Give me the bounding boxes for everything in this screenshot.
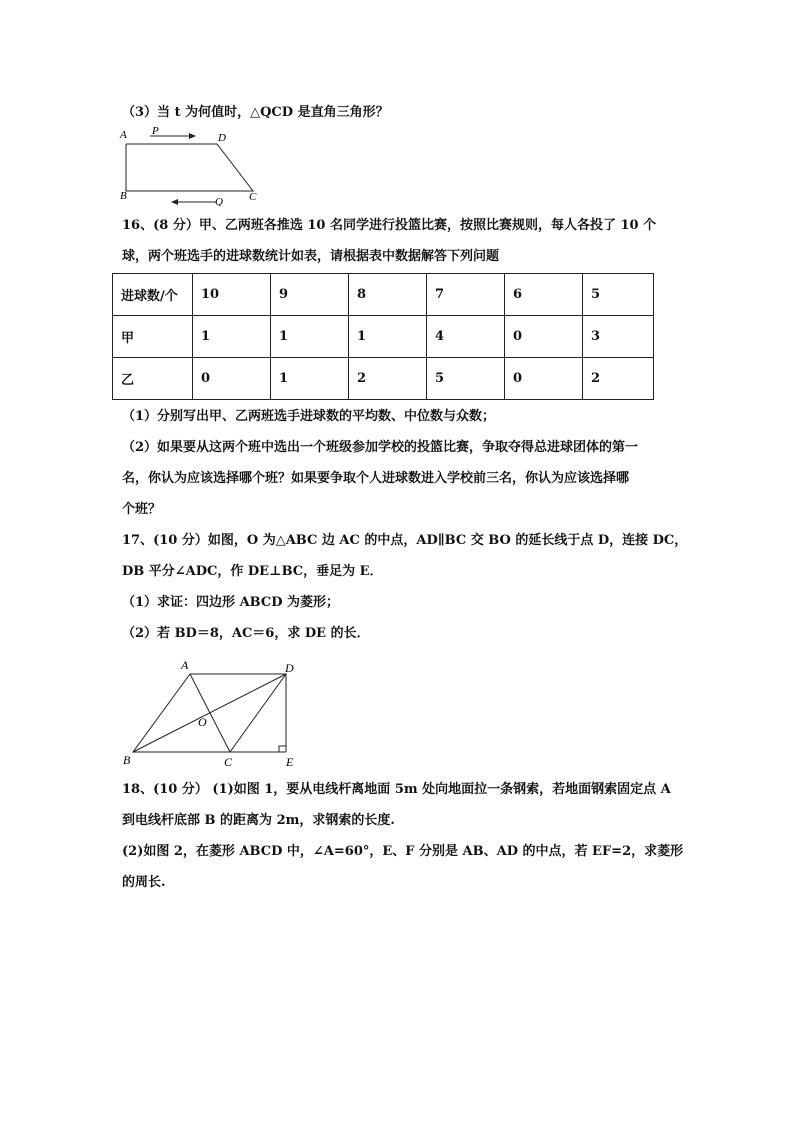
table-cell: 1 [193,316,271,358]
q16-part2-line3: 个班？ [122,502,162,517]
q15-part3: （3）当 t 为何值时，△QCD 是直角三角形？ [122,105,389,120]
arrow-left-icon [171,199,178,205]
label-A: A [120,129,127,141]
diagonal-ac [190,674,230,752]
label-B: B [123,753,131,767]
table-cell: 5 [427,358,505,400]
label-C: C [224,755,233,769]
q16-part2-line2: 名，你认为应该选择哪个班？如果要争取个人进球数进入学校前三名，你认为应该选择哪 [122,471,630,486]
q17-line1: 17、(10 分）如图，O 为△ABC 边 AC 的中点，AD∥BC 交 BO 的延长线于点 D，连接 DC， [122,533,688,548]
q16-line1: 16、(8 分）甲、乙两班各推选 10 名同学进行投篮比赛，按照比赛规则，每人各投了 10 个 [122,218,657,233]
trapezoid-figure [112,124,272,206]
trapezoid-outline [126,144,253,191]
label-D: D [285,661,294,675]
table-cell: 4 [427,316,505,358]
label-Q: Q [215,196,223,206]
table-cell: 2 [583,358,654,400]
table-cell: 1 [349,316,427,358]
q16-line2: 球，两个班选手的进球数统计如表，请根据表中数据解答下列问题 [122,249,500,264]
score-table [112,273,654,400]
table-cell: 7 [427,274,505,316]
table-cell: 甲 [113,316,193,358]
table-cell: 1 [271,316,349,358]
table-cell: 6 [505,274,583,316]
table-cell: 1 [271,358,349,400]
table-row [113,358,654,400]
table-cell: 3 [583,316,654,358]
q18-line3: (2)如图 2，在菱形 ABCD 中，∠A=60°，E、F 分别是 AB、AD 的中点，若 EF=2，求菱形 [122,844,684,859]
label-A: A [181,658,189,672]
label-C: C [249,191,257,203]
table-header-row [113,274,654,316]
table-cell: 2 [349,358,427,400]
table-cell: 5 [583,274,654,316]
label-O: O [198,715,207,729]
q16-part2-line1: （2）如果要从这两个班中选出一个班级参加学校的投篮比赛，争取夺得总进球团体的第一 [122,440,639,455]
table-cell: 9 [271,274,349,316]
table-cell: 0 [193,358,271,400]
q17-part1: （1）求证：四边形 ABCD 为菱形； [122,595,340,610]
table-cell: 8 [349,274,427,316]
q17-line2: DB 平分∠ADC，作 DE⊥BC，垂足为 E． [122,564,383,579]
q17-part2: （2）若 BD＝8，AC＝6，求 DE 的长． [122,626,370,641]
table-cell: 0 [505,316,583,358]
label-B: B [120,190,127,202]
right-angle-icon [279,746,286,752]
table-cell: 乙 [113,358,193,400]
label-P: P [152,125,159,137]
table-cell: 进球数/个 [113,274,193,316]
table-cell: 10 [193,274,271,316]
arrow-right-icon [189,133,196,139]
q18-line1: 18、(10 分） (1)如图 1，要从电线杆离地面 5m 处向地面拉一条钢索，若地面钢索固定点 A [122,782,671,797]
table-row [113,316,654,358]
table-cell: 0 [505,358,583,400]
rhombus-figure [118,652,308,770]
q18-line4: 的周长. [122,875,166,890]
label-E: E [286,755,294,769]
q18-line2: 到电线杆底部 B 的距离为 2m，求钢索的长度. [122,813,395,828]
label-D: D [218,132,226,144]
q16-part1: （1）分别写出甲、乙两班选手进球数的平均数、中位数与众数； [122,409,496,424]
